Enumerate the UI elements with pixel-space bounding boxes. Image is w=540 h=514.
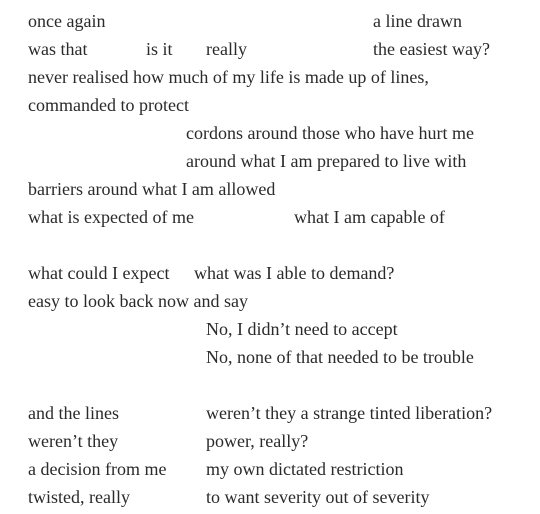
poem-line-1-segment-1: once again: [28, 11, 106, 31]
poem-line-5: cordons around those who have hurt me: [186, 123, 474, 143]
poem-line-11: No, I didn’t need to accept: [206, 319, 398, 339]
poem-line-6: around what I am prepared to live with: [186, 151, 467, 171]
poem-line-8-segment-1: what is expected of me: [28, 207, 194, 227]
poem-line-15-segment-1: a decision from me: [28, 459, 167, 479]
poem-line-15-segment-2: my own dictated restriction: [206, 459, 404, 479]
poem-line-9-segment-2: what was I able to demand?: [194, 263, 395, 283]
poem-line-13-segment-1: and the lines: [28, 403, 119, 423]
poem-line-12: No, none of that needed to be trouble: [206, 347, 474, 367]
poem-line-7: barriers around what I am allowed: [28, 179, 276, 199]
poem-line-10: easy to look back now and say: [28, 291, 248, 311]
poem-line-14-segment-1: weren’t they: [28, 431, 119, 451]
poem-line-2-segment-3: really: [206, 39, 247, 59]
poem-line-4: commanded to protect: [28, 95, 189, 115]
poem-line-13-segment-2: weren’t they a strange tinted liberation?: [206, 403, 493, 423]
poem-line-1-segment-2: a line drawn: [373, 11, 462, 31]
poem-line-2-segment-4: the easiest way?: [373, 39, 490, 59]
poem-line-16-segment-1: twisted, really: [28, 487, 130, 507]
poem-line-9-segment-1: what could I expect: [28, 263, 170, 283]
poem-line-2-segment-1: was that: [28, 39, 88, 59]
poem-line-14-segment-2: power, really?: [206, 431, 309, 451]
poem-line-3: never realised how much of my life is made up of lines,: [28, 67, 429, 87]
poem-line-16-segment-2: to want severity out of severity: [206, 487, 430, 507]
poem-line-8-segment-2: what I am capable of: [294, 207, 445, 227]
poem-line-2-segment-2: is it: [146, 39, 173, 59]
